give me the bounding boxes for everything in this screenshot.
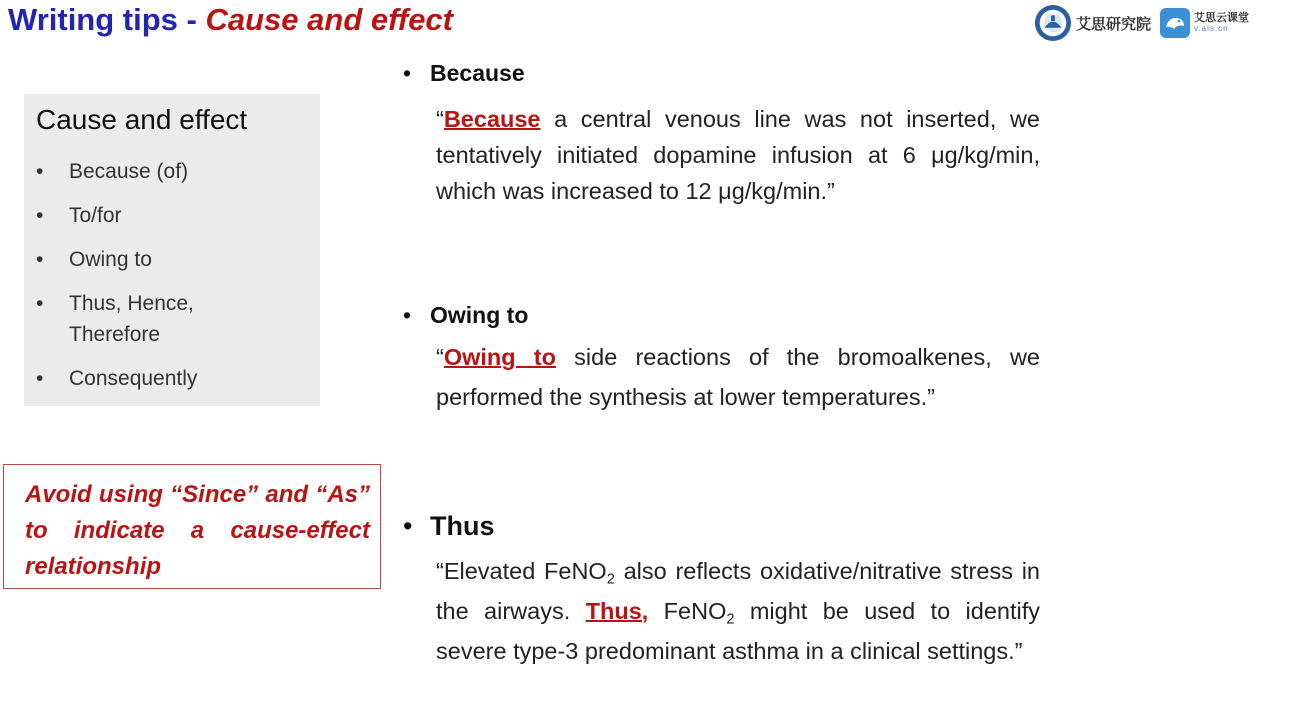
open-quote: “ <box>436 344 444 370</box>
summary-item-text: Thus, Hence, <box>69 292 194 315</box>
example-text: side reactions of the bromoalkenes, we performed the synthesis at lower temperatures.” <box>436 344 1040 410</box>
summary-heading: Cause and effect <box>36 104 248 135</box>
summary-item <box>36 200 197 231</box>
example-heading-text: Because <box>430 60 525 86</box>
open-quote: “ <box>436 106 444 132</box>
bullet-dot: • <box>403 511 413 541</box>
example-text: a central venous line was not inserted, we tentatively initiated dopamine infusion at 6 μg/kg/min, which was increased to 12 μg/kg/min.” <box>436 106 1040 204</box>
summary-item <box>36 244 197 275</box>
summary-item-text-cont: Therefore <box>69 323 161 346</box>
institute-name: 艾思研究院 <box>1076 15 1152 33</box>
summary-item <box>36 156 197 187</box>
example-heading-because <box>403 60 525 87</box>
institute-seal-icon <box>1034 4 1072 42</box>
warning-box <box>3 464 381 589</box>
logo-bar <box>1034 4 1249 42</box>
example-heading-text: Thus <box>430 511 495 541</box>
subscript: 2 <box>726 611 735 628</box>
example-sentence-owing-to <box>436 337 1040 417</box>
example-heading-thus <box>403 511 495 542</box>
example-text: “Elevated FeNO <box>436 558 607 584</box>
summary-item <box>36 363 197 394</box>
example-sentence-because <box>436 101 1040 209</box>
title-prefix: Writing tips <box>8 2 178 37</box>
summary-item-text: Owing to <box>69 248 152 271</box>
summary-box <box>24 94 320 406</box>
institute-logo <box>1034 4 1151 42</box>
summary-item-text: To/for <box>69 204 122 227</box>
bullet-dot: • <box>36 204 44 227</box>
summary-list <box>36 156 197 407</box>
summary-item-text: Because (of) <box>69 160 189 183</box>
cloud-classroom-name: 艾思云课堂 <box>1194 12 1250 25</box>
slide-title <box>8 2 453 38</box>
example-text: FeNO <box>648 598 727 624</box>
bullet-dot: • <box>36 248 44 271</box>
highlighted-keyword: Owing to <box>443 344 556 370</box>
summary-item <box>36 288 197 350</box>
bird-cloud-icon <box>1159 7 1191 39</box>
highlighted-keyword: Thus, <box>585 598 649 624</box>
summary-item-text: Consequently <box>69 367 198 390</box>
cloud-classroom-text <box>1194 13 1249 33</box>
bullet-dot: • <box>36 160 44 183</box>
warning-text: Avoid using “Since” and “As” to indicate a cause-effect relationship <box>25 481 370 580</box>
example-text: might be used to identify severe type-3 predominant asthma in a clinical settings.” <box>436 598 1040 664</box>
cloud-classroom-url: v.ais.cn <box>1194 23 1229 33</box>
example-heading-text: Owing to <box>430 302 529 328</box>
cloud-classroom-logo <box>1159 7 1249 39</box>
example-sentence-thus <box>436 551 1040 671</box>
example-heading-owing-to <box>403 302 528 329</box>
bullet-dot: • <box>403 302 412 328</box>
bullet-dot: • <box>36 292 44 315</box>
bullet-dot: • <box>36 367 44 390</box>
title-separator: - <box>177 2 206 37</box>
highlighted-keyword: Because <box>443 106 541 132</box>
bullet-dot: • <box>403 60 412 86</box>
example-text: also reflects oxidative/nitrative stress in the airways. <box>436 558 1041 624</box>
title-topic: Cause and effect <box>205 2 453 37</box>
subscript: 2 <box>606 571 615 588</box>
